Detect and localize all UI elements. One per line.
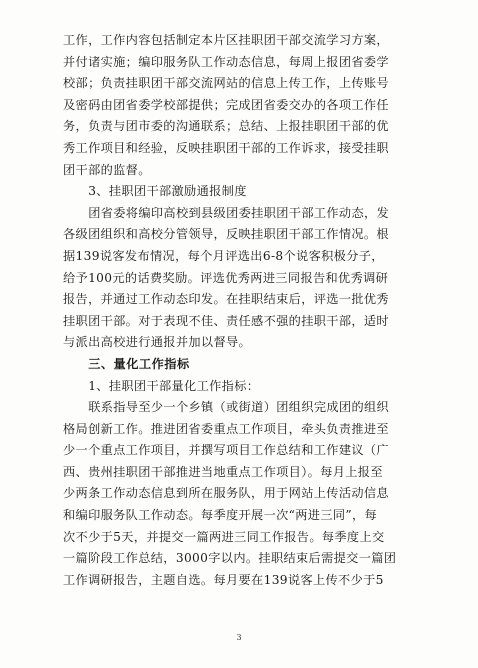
- document-body: [63, 30, 420, 591]
- text-line: 和编印服务队工作动态。每季度开展一次“两进三同”，每: [63, 508, 378, 523]
- text-line: 联系指导至少一个乡镇（或街道）团组织完成团的组织: [88, 400, 390, 415]
- text-line: 次不少于5天，并提交一篇两进三同工作报告。每季度上交: [63, 529, 385, 544]
- page-number: 3: [236, 633, 242, 642]
- text-line: 团省委将编印高校到县级团委挂职团干部工作动态，发: [88, 205, 390, 220]
- text-line: 西、贵州挂职团干部推进当地重点工作项目）。每月上报至: [63, 464, 383, 479]
- text-line: 报告，并通过工作动态印发。在挂职结束后，评选一批优秀: [63, 292, 389, 307]
- text-line: 及密码由团省委学校部提供；完成团省委交办的各项工作任: [63, 97, 389, 112]
- text-line: 各级团组织和高校分管领导，反映挂职团干部工作情况。根: [63, 227, 389, 242]
- text-line: 务，负责与团市委的沟通联系；总结、上报挂职团干部的优: [63, 119, 389, 134]
- text-line: 3、挂职团干部激励通报制度: [88, 184, 247, 199]
- text-line: 与派出高校进行通报并加以督导。: [63, 335, 252, 350]
- text-line: 工作调研报告，主题自选。每月要在139说客上传不少于5: [63, 572, 384, 587]
- text-line: 秀工作项目和经验，反映挂职团干部的工作诉求，接受挂职: [63, 140, 389, 155]
- text-line: 挂职团干部。对于表现不佳、责任感不强的挂职干部，适时: [63, 313, 389, 328]
- text-line: 格局创新工作。推进团省委重点工作项目，牵头负责推进至: [63, 421, 389, 436]
- text-line: 1、挂职团干部量化工作指标：: [88, 378, 260, 393]
- text-line: 少两条工作动态信息到所在服务队，用于网站上传活动信息: [63, 486, 389, 501]
- section-heading: 三、量化工作指标: [88, 356, 190, 371]
- text-line: 一篇阶段工作总结，3000字以内。挂职结束后需提交一篇团: [63, 551, 397, 566]
- text-line: 给予100元的话费奖励。评选优秀两进三同报告和优秀调研: [63, 270, 389, 285]
- text-line: 团干部的监督。: [63, 162, 151, 177]
- text-line: 校部；负责挂职团干部交流网站的信息上传工作，上传账号: [63, 76, 389, 91]
- text-line: 工作，工作内容包括制定本片区挂职团干部交流学习方案，: [63, 33, 389, 47]
- text-line: 据139说客发布情况，每个月评选出6-8个说客积极分子，: [63, 248, 384, 263]
- text-line: 并付诸实施；编印服务队工作动态信息，每周上报团省委学: [63, 54, 389, 69]
- text-line: 少一个重点工作项目，并撰写项目工作总结和工作建议（广: [63, 443, 389, 458]
